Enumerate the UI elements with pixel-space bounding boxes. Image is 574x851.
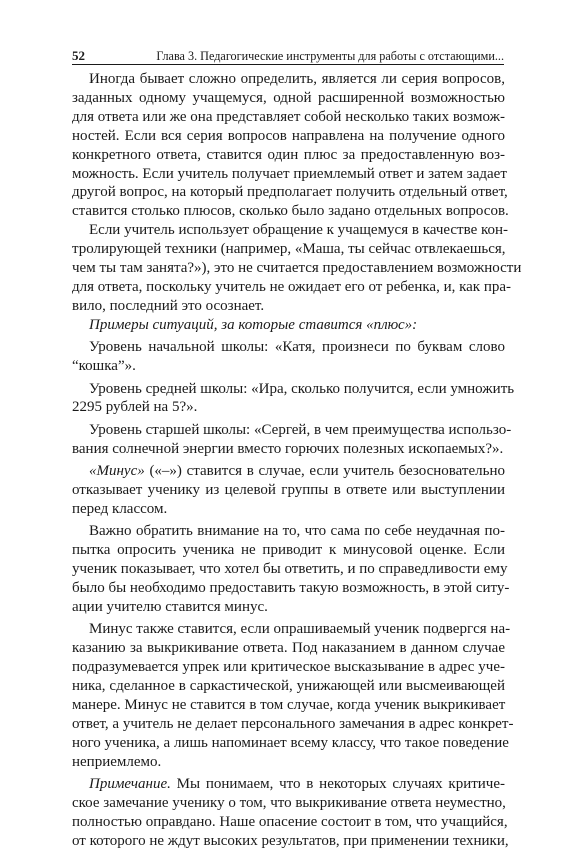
- text-line: ученик показывает, что хотел бы ответить, и по справедливости ему: [72, 561, 508, 578]
- chapter-title: Глава 3. Педагогические инструменты для работы с отстающими...: [156, 49, 504, 63]
- text-line: пытка опросить ученика не приводит к минусовой оценке. Если: [72, 542, 505, 559]
- text-line: ации учителю ставится минус.: [72, 598, 268, 615]
- text-line: манере. Минус не ставится в том случае, когда ученик выкрикивает: [72, 697, 506, 713]
- paragraph: [72, 522, 510, 617]
- text-line: ного ученика, а лишь напоминает всему классу, что такое поведение: [72, 734, 509, 751]
- paragraph: [72, 462, 505, 519]
- text-line: другой вопрос, на который предполагает получить отдельный ответ,: [72, 184, 508, 201]
- text-line: подразумевается упрек или критическое высказывание в адрес уче-: [72, 659, 505, 676]
- paragraph: [89, 316, 505, 335]
- text-line: от которого не ждут высоких результатов, при применении техники,: [72, 832, 509, 849]
- body-text: [72, 70, 522, 851]
- text-line: ставится столько плюсов, сколько было задано отдельных вопросов.: [72, 203, 509, 220]
- text-line: отказывает ученику из целевой группы в ответе или выступлении: [72, 482, 505, 499]
- minus-term: «Минус»: [89, 463, 145, 480]
- text-line: для ответа, поскольку учитель не ожидает его от ребенка, и, как пра-: [72, 278, 512, 295]
- text-line: Уровень начальной школы: «Катя, произнеси по буквам слово: [89, 339, 505, 356]
- text-line: “кошка”».: [72, 358, 136, 375]
- text-line: Минус также ставится, если опрашиваемый ученик подвергся на-: [89, 621, 511, 638]
- text-line: [89, 462, 505, 481]
- text-line: Иногда бывает сложно определить, является ли серия вопросов,: [89, 71, 505, 87]
- header-rule: [72, 64, 504, 65]
- text-line: вило, последний это осознает.: [72, 297, 265, 314]
- paragraph: [72, 380, 515, 418]
- text-line: Если учитель использует обращение к учащемуся в качестве кон-: [89, 222, 509, 239]
- text-fragment: Мы понимаем, что в некоторых случаях критиче-: [170, 776, 505, 793]
- text-line: ника, сделанное в саркастической, унижающей или высмеивающей: [72, 678, 505, 695]
- text-line: ответ, а учитель не делает персонального замечания в адрес конкрет-: [72, 715, 514, 732]
- text-line: для ответа или же она представляет собой несколько таких возмож-: [72, 108, 505, 125]
- running-header: [72, 41, 504, 63]
- text-line: 2295 рублей на 5?».: [72, 399, 198, 416]
- text-line: перед классом.: [72, 500, 168, 517]
- paragraph: [72, 421, 512, 459]
- text-line: ностей. Если вся серия вопросов направлена на получение одного: [72, 127, 505, 144]
- text-line: ское замечание ученику о том, что выкрикивание ответа неуместно,: [72, 795, 506, 812]
- examples-heading: Примеры ситуаций, за которые ставится «плюс»:: [89, 316, 418, 333]
- paragraph: [72, 775, 509, 851]
- text-line: [89, 775, 505, 794]
- paragraph: [72, 70, 509, 221]
- text-line: Уровень старшей школы: «Сергей, в чем преимущества использо-: [89, 421, 512, 438]
- text-line: Важно обратить внимание на то, что сама по себе неудачная по-: [89, 523, 505, 540]
- text-line: полностью оправдано. Наше опасение состоит в том, что учащийся,: [72, 813, 508, 830]
- text-line: Уровень средней школы: «Ира, сколько получится, если умножить: [89, 380, 515, 397]
- text-line: чем ты там занята?»), это не считается предоставлением возможности: [72, 260, 522, 277]
- text-line: конкретного ответа, ставится один плюс за предоставленную воз-: [72, 146, 505, 163]
- paragraph: [72, 338, 505, 376]
- page-number: 52: [72, 48, 85, 63]
- note-term: Примечание.: [89, 776, 171, 793]
- text-line: неприемлемо.: [72, 753, 162, 770]
- text-line: вания солнечной энергии вместо горючих полезных ископаемых?».: [72, 440, 504, 457]
- text-line: тролирующей техники (например, «Маша, ты сейчас отвлекаешься,: [72, 241, 506, 258]
- text-line: заданных одному учащемуся, одной расширенной возможностью: [72, 89, 505, 106]
- text-line: было бы необходимо предоставить такую возможность, в этой ситу-: [72, 580, 510, 597]
- paragraph: [72, 221, 522, 316]
- text-fragment: («–») ставится в случае, если учитель безосновательно: [144, 463, 505, 480]
- text-line: казанию за выкрикивание ответа. Под наказанием в данном случае: [72, 640, 505, 657]
- text-line: можность. Если учитель получает приемлемый ответ и затем задает: [72, 165, 507, 182]
- paragraph: [72, 620, 514, 771]
